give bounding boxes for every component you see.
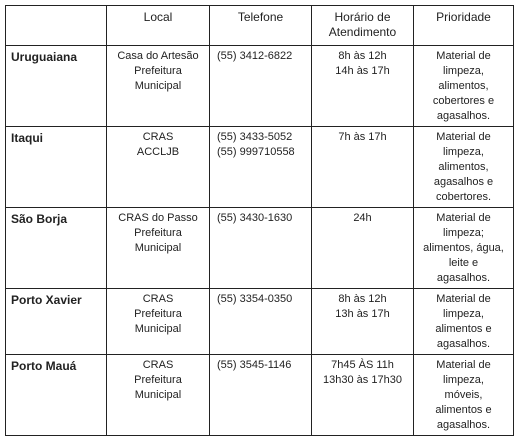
local-line: CRAS <box>142 293 174 305</box>
horario-cell <box>312 46 414 127</box>
city-cell: Itaqui <box>6 127 107 208</box>
local-cell <box>107 289 210 355</box>
prioridade-cell <box>414 46 514 127</box>
prioridade-line: Material de <box>436 293 491 305</box>
prioridade-line: limpeza, <box>443 374 484 386</box>
prioridade-line: alimentos, água, <box>423 242 504 254</box>
city-cell: São Borja <box>6 208 107 289</box>
telefone-line: (55) 3545-1146 <box>217 359 292 371</box>
local-cell <box>107 355 210 436</box>
header-horario <box>312 6 414 46</box>
prioridade-line: Material de <box>436 212 491 224</box>
prioridade-line: alimentos, <box>438 161 489 173</box>
header-horario-line: Atendimento <box>328 25 397 39</box>
prioridade-cell <box>414 289 514 355</box>
local-line: ACCLJB <box>136 146 180 158</box>
horario-line: 13h às 17h <box>335 308 390 320</box>
prioridade-cell <box>414 208 514 289</box>
prioridade-line: Material de <box>436 50 491 62</box>
header-empty <box>6 6 107 46</box>
telefone-cell <box>210 46 312 127</box>
local-line: CRAS do Passo <box>118 212 198 224</box>
prioridade-line: limpeza, <box>443 65 484 77</box>
local-cell <box>107 127 210 208</box>
telefone-cell <box>210 355 312 436</box>
local-line: Municipal <box>134 242 182 254</box>
prioridade-line: alimentos e <box>435 404 492 416</box>
local-line: CRAS <box>142 131 174 143</box>
header-row <box>6 6 514 46</box>
horario-cell <box>312 208 414 289</box>
horario-cell <box>312 355 414 436</box>
prioridade-line: agasalhos. <box>436 338 491 350</box>
prioridade-line: agasalhos. <box>436 110 491 122</box>
local-line: Prefeitura <box>134 374 182 386</box>
table-row <box>6 208 514 289</box>
prioridade-line: agasalhos. <box>436 419 491 431</box>
local-line: CRAS <box>142 359 174 371</box>
telefone-cell <box>210 127 312 208</box>
horario-line: 13h30 às 17h30 <box>323 374 402 386</box>
telefone-line: (55) 3430-1630 <box>217 212 293 224</box>
city-cell: Uruguaiana <box>6 46 107 127</box>
prioridade-line: alimentos e <box>435 323 492 335</box>
horario-line: 8h às 12h <box>338 50 387 62</box>
telefone-line: (55) 3412-6822 <box>217 50 293 62</box>
local-cell <box>107 46 210 127</box>
prioridade-line: cobertores. <box>435 191 492 203</box>
prioridade-line: limpeza; <box>443 227 484 239</box>
table-row <box>6 355 514 436</box>
prioridade-line: Material de <box>436 359 491 371</box>
prioridade-cell <box>414 355 514 436</box>
table-row <box>6 127 514 208</box>
prioridade-line: móveis, <box>444 389 483 401</box>
horario-line: 8h às 12h <box>338 293 387 305</box>
local-line: Casa do Artesão <box>117 50 199 62</box>
prioridade-line: cobertores e <box>432 95 495 107</box>
local-line: Prefeitura <box>134 65 182 77</box>
header-telefone: Telefone <box>210 6 312 46</box>
horario-line: 7h às 17h <box>338 131 387 143</box>
prioridade-line: Material de <box>436 131 491 143</box>
shelter-table <box>5 5 514 436</box>
horario-line: 24h <box>353 212 372 224</box>
telefone-cell <box>210 289 312 355</box>
prioridade-line: limpeza, <box>443 308 484 320</box>
telefone-line: (55) 999710558 <box>217 146 295 158</box>
header-prioridade: Prioridade <box>414 6 514 46</box>
table-row <box>6 289 514 355</box>
telefone-cell <box>210 208 312 289</box>
header-local: Local <box>107 6 210 46</box>
table-row <box>6 46 514 127</box>
telefone-line: (55) 3433-5052 <box>217 131 293 143</box>
telefone-line: (55) 3354-0350 <box>217 293 293 305</box>
horario-cell <box>312 289 414 355</box>
local-line: Municipal <box>134 323 182 335</box>
local-cell <box>107 208 210 289</box>
header-horario-line: Horário de <box>334 10 391 24</box>
prioridade-line: alimentos, <box>438 80 489 92</box>
prioridade-line: leite e <box>448 257 479 269</box>
prioridade-line: agasalhos e <box>433 176 494 188</box>
prioridade-line: agasalhos. <box>436 272 491 284</box>
local-line: Municipal <box>134 80 182 92</box>
city-cell: Porto Mauá <box>6 355 107 436</box>
horario-cell <box>312 127 414 208</box>
horario-line: 14h às 17h <box>335 65 390 77</box>
local-line: Prefeitura <box>134 227 182 239</box>
prioridade-cell <box>414 127 514 208</box>
city-cell: Porto Xavier <box>6 289 107 355</box>
local-line: Municipal <box>134 389 182 401</box>
local-line: Prefeitura <box>134 308 182 320</box>
prioridade-line: limpeza, <box>443 146 484 158</box>
horario-line: 7h45 ÀS 11h <box>331 359 394 371</box>
